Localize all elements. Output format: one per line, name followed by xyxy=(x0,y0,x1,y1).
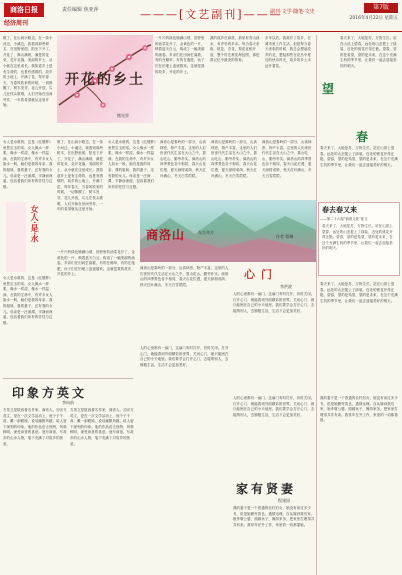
article-text-col3: 我的故乡在商洛，那里有青山绿水，有淳朴的乡亲。每当春天来临，桃花、杏花、梨花竞相开放，整个村庄被花海包围，那是我记忆中最美的景象。 xyxy=(210,36,260,63)
flowers-author: 熊光荣 xyxy=(117,113,129,118)
spring-text: 春天来了，大地复苏，万物生长。站在山顶上望春，远处的山峦披上了绿装，近处的桃花开得正艳。望春，望的是希望，望的是未来，在这个充满生机的季节里，让我们一起去迎接美好的明天。 xyxy=(340,36,397,68)
article-text-col2: 一片片的绿色铺满山坡，田野里的油菜花开了，金黄色的一片，映着蓝天白云，构成了一幅美丽的画卷。乡亲们在田间忙碌着，有的在锄草，有的在施肥，孩子们在田埂上追逐嬉戏。这就是我的故乡，开花的乡土。 xyxy=(155,36,205,74)
article-text-col1: 散了，在山间小路边，在一条小河边，小溪边，我看到那些树木，在田野里面，阳光下开了，开花了，满山满坡，满是的花朵，花开花落，美丽的乡土，从小就在这里成长。我知道乡土是有生命的，也是有感情的，故乡的土地上，开满了花，每年春天，当春风吹来的时候，一切都醒了，树木发芽，花儿开放，鸟儿在枝头歌唱，人们开始在田间劳作，一年的希望就从这里开始。 xyxy=(3,36,53,108)
shangluo-text-c: 商洛山是秦岭的一部分，山高林密，物产丰富。这里的人们世世代代生活在大山之中，靠山吃山，勤劳朴实。商洛山的四季景色各不相同，春天山花烂漫，夏天绿树成荫，秋天红叶满山，冬天白雪皑皑。 xyxy=(262,140,312,178)
article-text-mid2: 女人是水做的，这是《红楼梦》里贾宝玉的话。女人像水一样柔，像水一样清，像水一样温润。在我的生命中，有许多女人如水一般，她们是我的母亲、我的姐妹、我的妻子，还有我的女儿。母亲是一汪深潭，平静而深邃，包容着我们所有的任性与过错。 xyxy=(108,140,156,189)
family-text-a: 我的妻子是一个普通的农村妇女，她没有读过多少书，但是她勤劳善良，通情达理。自从嫁到我们家，她孝敬公婆，照顾孩子，操持家务，把家里打理得井井有条。我常年在外工作，家里的一切都靠她。 xyxy=(233,506,315,527)
flowers-illustration xyxy=(57,35,153,123)
women-title: 女人·是·水 xyxy=(30,205,40,243)
column-divider xyxy=(316,35,317,575)
newspaper-logo: 商洛日报 xyxy=(4,3,44,17)
heart-text: 人的心里都有一扇门，这扇门有时打开，有时关闭。打开心门，就能看到外面精彩的世界，关闭心门，就只能困在自己的小天地里。我们要学会打开心门，去接纳别人，去拥抱生活，生活才会更加美好。 xyxy=(233,292,315,313)
flowers-title: 开花的乡土 xyxy=(65,72,145,88)
shangluo-subtitle: 东方奇方 xyxy=(198,230,214,235)
spring-title: 春 xyxy=(356,130,369,144)
family-author: 程建国 xyxy=(278,498,290,503)
heart-title: 心门 xyxy=(244,268,278,281)
family-title: 家有贤妻 xyxy=(236,482,297,496)
article-text-block-a: 一片片的绿色铺满山坡，田野里的油菜花开了，金黄色的一片，映着蓝天白云，构成了一幅美丽的画卷。乡亲们在田间忙碌着，有的在锄草，有的在施肥，孩子们在田埂上追逐嬉戏。这就是我的故乡，开花的乡土。 xyxy=(57,250,135,277)
shangluo-title: 商洛山 xyxy=(146,228,186,242)
impression-text-b: 方英文是陕西著名作家，商洛人。初识方英文，是在一次文学活动上，他个子不高，戴一副眼镜，说话幽默风趣，给人留下深刻的印象。他的作品语言独特，风格鲜明，深受读者的喜爱。他写商洛，写故乡的山水人物，笔下充满了对故乡的热爱。 xyxy=(70,408,134,446)
article-text-mid: 散了，在山间小路边，在一条小河边，小溪边，我看到那些树木，在田野里面，阳光下开了，开花了，满山满坡，满是的花朵，花开花落，美丽的乡土，从小就在这里成长。我知道乡土是有生命的，也是有感情的，故乡的土地上，开满了花，每年春天，当春风吹来的时候，一切都醒了，树木发芽，花儿开放，鸟儿在枝头歌唱，人们开始在田间劳作，一年的希望就从这里开始。 xyxy=(57,140,104,212)
shangluo-text-b: 商洛山是秦岭的一部分，山高林密，物产丰富。这里的人们世世代代生活在大山之中，靠山吃山，勤劳朴实。商洛山的四季景色各不相同，春天山花烂漫，夏天绿树成荫，秋天红叶满山，冬天白雪皑皑。 xyxy=(211,140,258,178)
poem-text: 春天来了，大地复苏，万物生长。站在山顶上望春，远处的山峦披上了绿装，近处的桃花开得正艳。望春，望的是希望，望的是未来，在这个充满生机的季节里，让我们一起去迎接美好的明天。 xyxy=(322,224,393,251)
spring-title-watch: 望 xyxy=(322,82,335,96)
heart-author: 李洪波 xyxy=(280,284,292,289)
masthead xyxy=(0,0,402,32)
impression-author: 李向前 xyxy=(62,400,74,405)
impression-title: 印象方英文 xyxy=(12,386,88,400)
right-text-lower: 春天来了，大地复苏，万物生长。站在山顶上望春，远处的山峦披上了绿装，近处的桃花开得正艳。望春，望的是希望，望的是未来，在这个充满生机的季节里，让我们一起去迎接美好的明天。 xyxy=(320,282,398,303)
poem-subtitle: ——第二十六届“商洛文化”征文 xyxy=(320,217,368,221)
issue-date: 2016年4月22日 星期五 xyxy=(349,16,398,21)
poem-title: 春去春又来 xyxy=(322,205,357,214)
shangluo-author: 作者 程琳 xyxy=(276,234,294,239)
family-text-b: 我的妻子是一个普通的农村妇女，她没有读过多少书，但是她勤劳善良，通情达理。自从嫁到我们家，她孝敬公婆，照顾孩子，操持家务，把家里打理得井井有条。我常年在外工作，家里的一切都靠她。 xyxy=(320,396,398,423)
heart-text-c: 人的心里都有一扇门，这扇门有时打开，有时关闭。打开心门，就能看到外面精彩的世界，关闭心门，就只能困在自己的小天地里。我们要学会打开心门，去接纳别人，去拥抱生活，生活才会更加美好。 xyxy=(233,396,315,417)
section-divider xyxy=(3,136,315,137)
column-subtitle: 副刊·文学·随笔·文史 xyxy=(270,9,315,15)
section-divider-lower xyxy=(3,378,133,379)
women-text-lower: 女人是水做的，这是《红楼梦》里贾宝玉的话。女人像水一样柔，像水一样清，像水一样温润。在我的生命中，有许多女人如水一般，她们是我的母亲、我的姐妹、我的妻子，还有我的女儿。母亲是一汪深潭，平静而深邃，包容着我们所有的任性与过错。 xyxy=(3,276,53,325)
page-number: 第7版 xyxy=(364,3,398,13)
impression-text-a: 方英文是陕西著名作家，商洛人。初识方英文，是在一次文学活动上，他个子不高，戴一副眼镜，说话幽默风趣，给人留下深刻的印象。他的作品语言独特，风格鲜明，深受读者的喜爱。他写商洛，写故乡的山水人物，笔下充满了对故乡的热爱。 xyxy=(3,408,67,446)
spring-text-lower: 春天来了，大地复苏，万物生长。站在山顶上望春，远处的山峦披上了绿装，近处的桃花开得正艳。望春，望的是希望，望的是未来，在这个充满生机的季节里，让我们一起去迎接美好的明天。 xyxy=(320,146,398,167)
article-text-col4: 多年以后，我离开了故乡，在城市里工作生活，但是每当春天来临的时候，我总会想起故乡的花，想起那些在花丛中度过的快乐时光，故乡的乡土永远开着花。 xyxy=(265,36,312,68)
women-text-upper: 女人是水做的，这是《红楼梦》里贾宝玉的话。女人像水一样柔，像水一样清，像水一样温润。在我的生命中，有许多女人如水一般，她们是我的母亲、我的姐妹、我的妻子，还有我的女儿。母亲是一汪深潭，平静而深邃，包容着我们所有的任性与过错。 xyxy=(3,140,53,189)
column-title: ———[文艺副刊]——— xyxy=(140,8,283,21)
shangluo-text-a: 商洛山是秦岭的一部分，山高林密，物产丰富。这里的人们世世代代生活在大山之中，靠山吃山，勤劳朴实。商洛山的四季景色各不相同，春天山花烂漫，夏天绿树成荫，秋天红叶满山，冬天白雪皑皑。 xyxy=(160,140,207,178)
editor-line: 责任编辑 焦亚萍 xyxy=(62,7,99,13)
heart-text-b: 人的心里都有一扇门，这扇门有时打开，有时关闭。打开心门，就能看到外面精彩的世界，关闭心门，就只能困在自己的小天地里。我们要学会打开心门，去接纳别人，去拥抱生活，生活才会更加美好。 xyxy=(140,346,229,367)
shangluo-mountain-photo xyxy=(140,200,316,262)
newspaper-subtitle: 经济周刊 xyxy=(4,20,29,27)
women-decoration xyxy=(6,202,26,272)
shangluo-text-d: 商洛山是秦岭的一部分，山高林密，物产丰富。这里的人们世世代代生活在大山之中，靠山吃山，勤劳朴实。商洛山的四季景色各不相同，春天山花烂漫，夏天绿树成荫，秋天红叶满山，冬天白雪皑皑。 xyxy=(140,266,229,287)
